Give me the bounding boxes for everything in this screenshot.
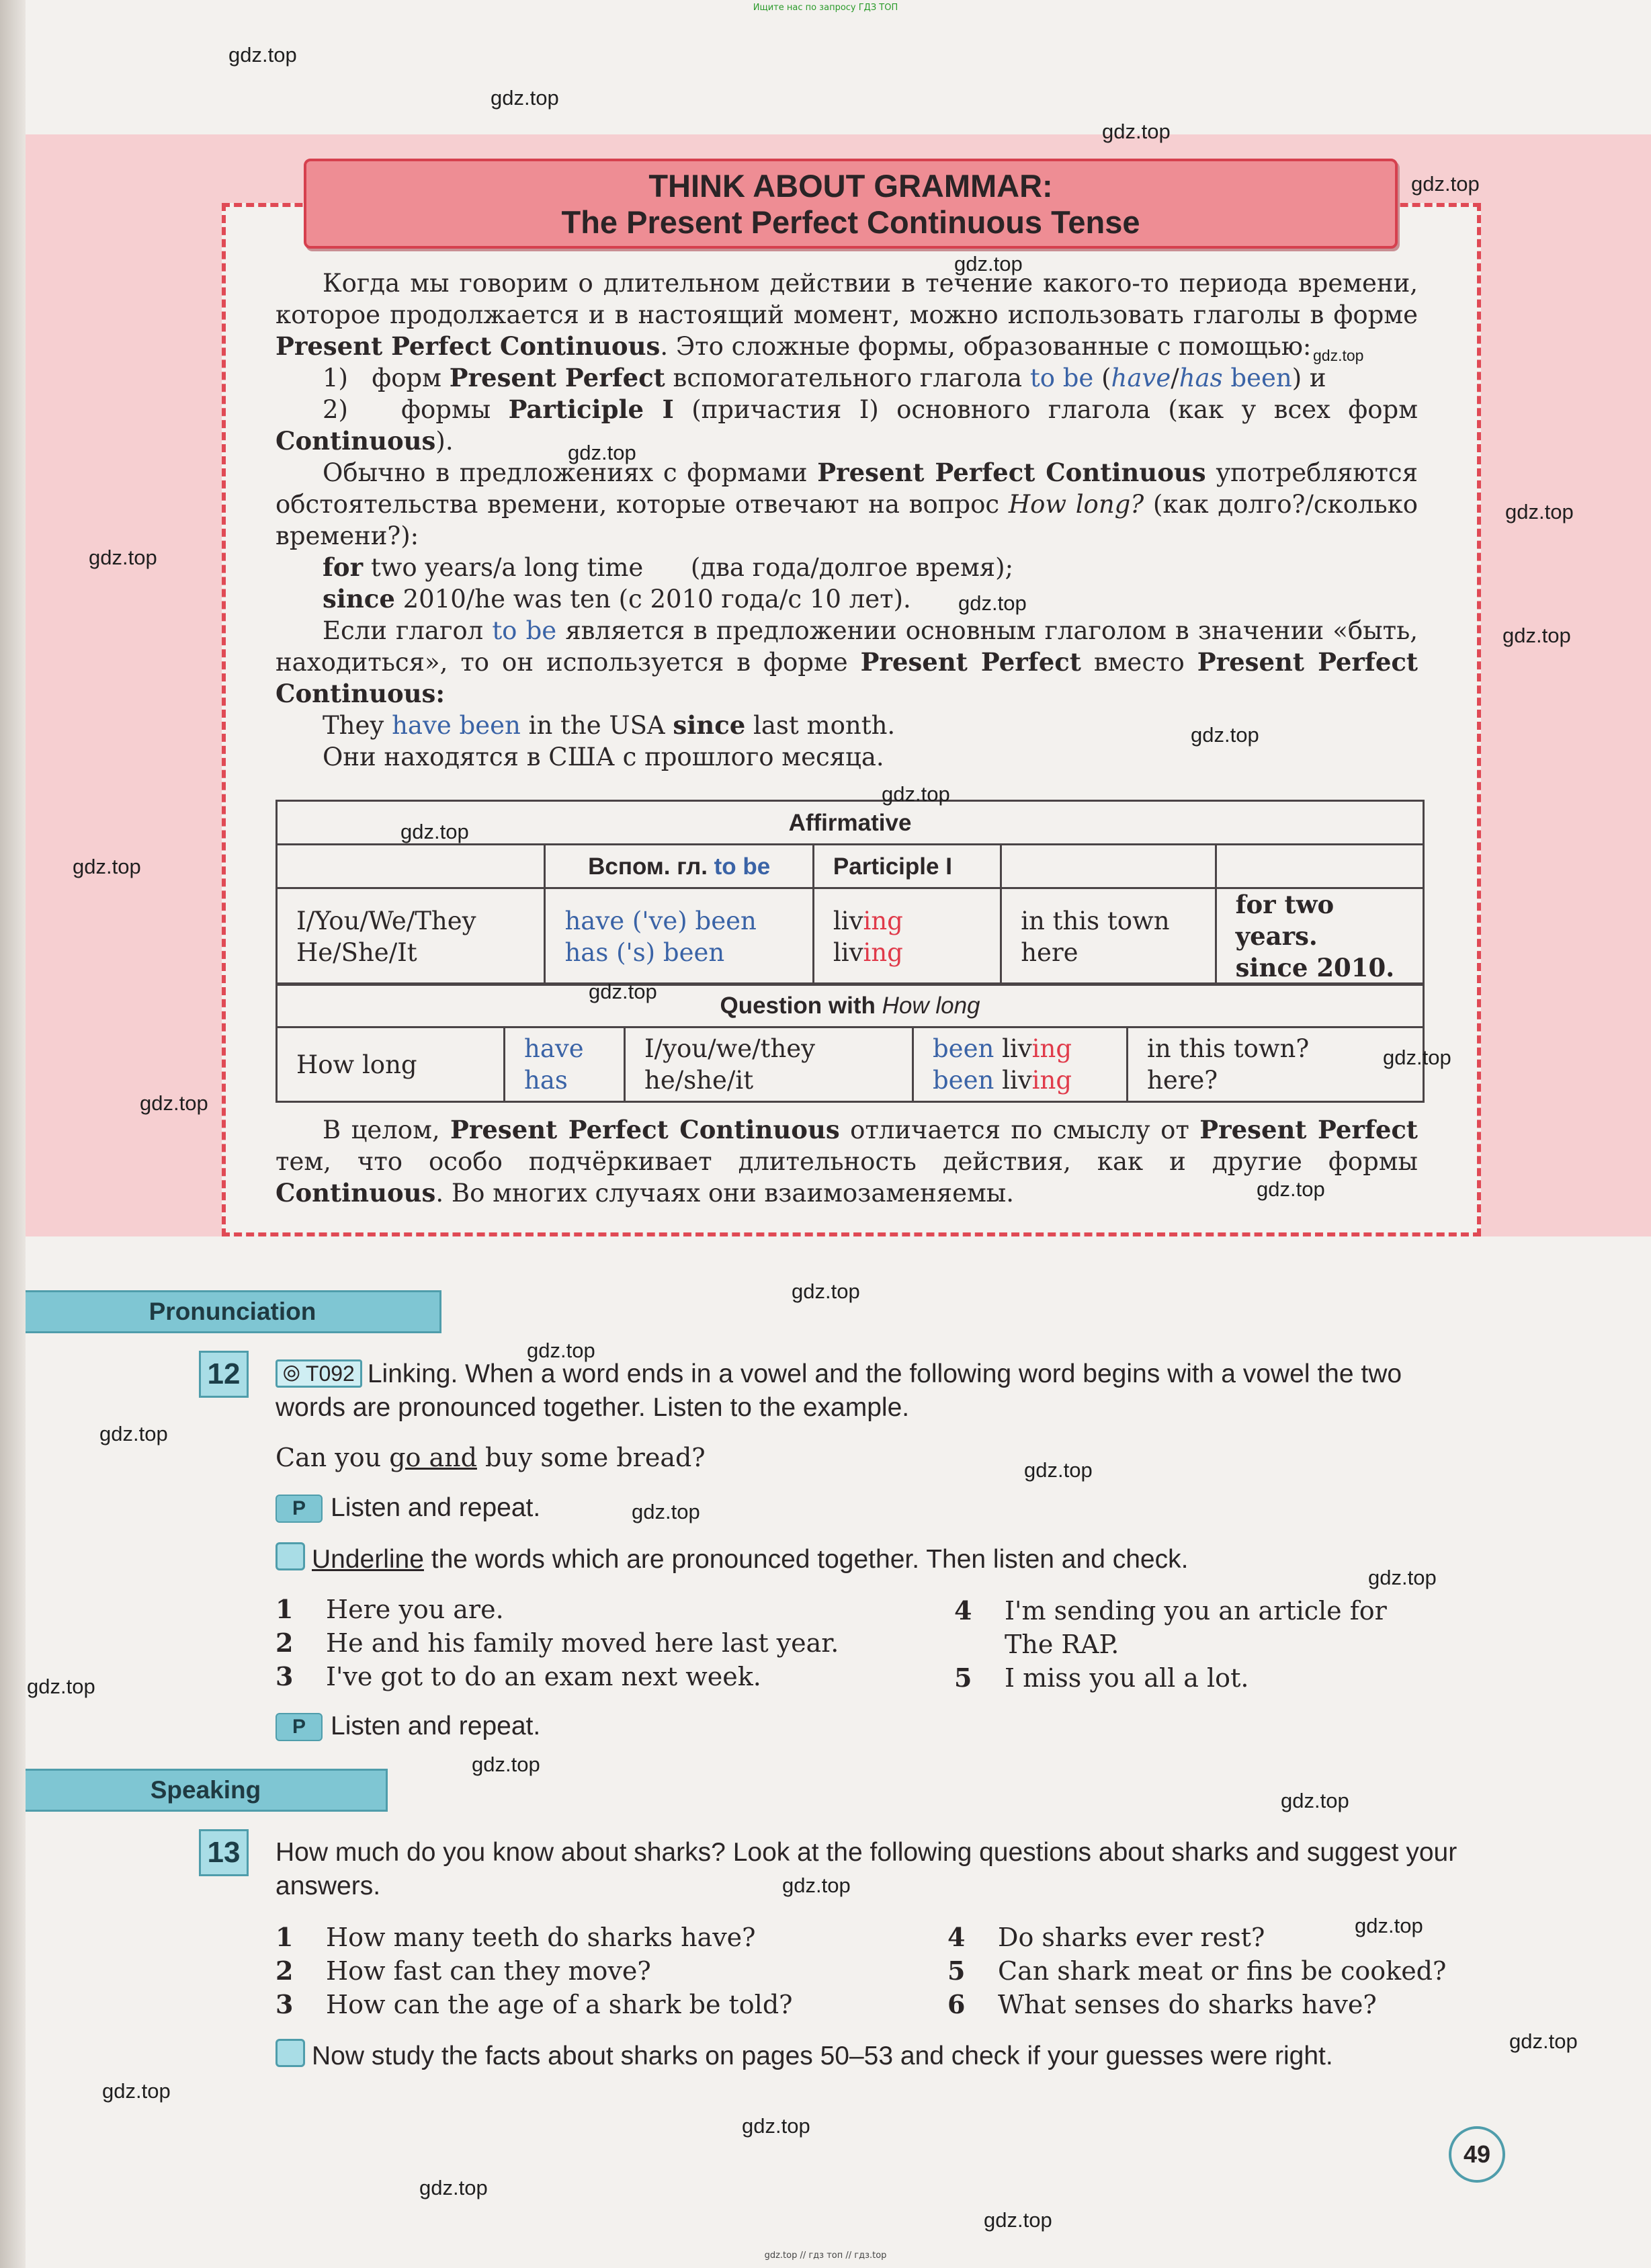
watermark: gdz.top [1383, 1046, 1451, 1069]
empty-header-cell [1216, 845, 1423, 888]
watermark: gdz.top [882, 782, 950, 806]
watermark: gdz.top [1368, 1566, 1437, 1589]
empty-header-cell [277, 845, 545, 888]
watermark: gdz.top [102, 2079, 171, 2103]
grammar-title-line1: THINK ABOUT GRAMMAR: [648, 168, 1053, 204]
watermark: gdz.top [491, 86, 559, 110]
watermark: gdz.top [400, 820, 469, 843]
list-item: 5 Can shark meat or fins be cooked? [947, 1956, 1447, 1986]
speaking-section-header: Speaking [26, 1769, 388, 1812]
grammar-para-4: В целом, Present Perfect Continuous отличается по смыслу от Present Perfect тем, что особо подчёркивает длительность действия, как и другие формы Continuous. Во многих случаях они взаимозаменяемы. [276, 1115, 1418, 1208]
watermark: gdz.top [1102, 120, 1171, 143]
list-item: 1 Here you are. [276, 1594, 504, 1624]
list-item: The RAP. [1005, 1630, 1119, 1659]
empty-header-cell [1001, 845, 1216, 888]
watermark: gdz.top [73, 855, 141, 878]
participle-cell: living living [813, 888, 1001, 985]
question-participle-cell: been living been living [913, 1027, 1128, 1102]
watermark: gdz.top [792, 1279, 860, 1303]
watermark: gdz.top [527, 1339, 595, 1362]
underline-task: Underline the words which are pronounced together. Then listen and check. [276, 1542, 1188, 1577]
list-item: 1 How many teeth do sharks have? [276, 1922, 756, 1952]
book-binding [0, 0, 26, 2268]
watermark: gdz.top [27, 1675, 95, 1698]
bottom-note: gdz.top // гдз топ // гдз.top [764, 2251, 887, 2261]
watermark: gdz.top [1191, 723, 1259, 747]
grammar-para-1: Когда мы говорим о длительном действии в течение какого-то периода времени, которое продолжается и в настоящий момент, можно использовать глаголы в форме Present Perfect Continuous. Это сложные формы, образованные с помощью: [276, 269, 1418, 361]
watermark: gdz.top [1024, 1458, 1093, 1482]
list-item: 2 He and his family moved here last year. [276, 1628, 839, 1658]
list-item: 3 I've got to do an exam next week. [276, 1661, 761, 1691]
question-subject-cell: I/you/we/they he/she/it [625, 1027, 913, 1102]
list-item: 5 I miss you all a lot. [954, 1663, 1249, 1693]
grammar-para-2: Обычно в предложениях с формами Present Perfect Continuous употребляются обстоятельства времени, которые отвечают на вопрос How long? (как долго?/сколько времени?): [276, 458, 1419, 550]
place-cell: in this town here [1001, 888, 1216, 985]
watermark: gdz.top [228, 43, 297, 67]
watermark: gdz.top [589, 980, 657, 1003]
grammar-example-translation: Они находятся в США с прошлого месяца. [323, 743, 884, 771]
watermark: gdz.top [984, 2208, 1052, 2232]
grammar-text [276, 267, 1418, 773]
watermark: gdz.top [958, 591, 1027, 615]
grammar-example-usa: They have been in the USA since last month. [323, 710, 896, 740]
time-cell: for two years. since 2010. [1216, 888, 1423, 985]
exercise-12-instructions: ⦾ T092 Linking. When a word ends in a vowel and the following word begins with a vowel the two words are pronounced together. Listen to the example. [276, 1359, 1402, 1422]
watermark: gdz.top [1411, 172, 1480, 196]
watermark: gdz.top [1509, 2029, 1578, 2053]
list-item: 4 Do sharks ever rest? [947, 1922, 1265, 1952]
grammar-example-since: since 2010/he was ten (с 2010 года/с 10 лет). [323, 584, 911, 614]
task-square-icon [276, 2039, 305, 2067]
aux-column-header: Вспом. гл. to be [545, 845, 813, 888]
exercise-13-number: 13 [199, 1829, 249, 1876]
listen-repeat-1: P Listen and repeat. [276, 1491, 540, 1525]
top-note: Ищите нас по запросу ГДЗ ТОП [753, 3, 898, 13]
watermark: gdz.top [419, 2176, 488, 2199]
pronunciation-section-header: Pronunciation [26, 1290, 441, 1333]
watermark: gdz.top [568, 441, 636, 464]
grammar-title [304, 159, 1398, 249]
watermark: gdz.top [1355, 1914, 1423, 1937]
watermark: gdz.top [1281, 1789, 1349, 1812]
how-long-cell: How long [277, 1027, 505, 1102]
list-item: 2 How fast can they move? [276, 1956, 651, 1986]
question-aux-cell: have has [505, 1027, 625, 1102]
pair-work-icon: P [276, 1713, 323, 1741]
watermark: gdz.top [1257, 1177, 1325, 1201]
question-table [276, 982, 1425, 1103]
grammar-conclusion [276, 1114, 1418, 1209]
pair-work-icon: P [276, 1495, 323, 1523]
grammar-item-2: 2) формы Participle I (причастия I) основного глагола (как у всех форм Continuous). [276, 394, 1418, 456]
watermark: gdz.top [782, 1874, 851, 1897]
participle-column-header: Participle I [813, 845, 1001, 888]
affirmative-table-title: Affirmative [277, 801, 1424, 845]
watermark: gdz.top [99, 1422, 168, 1445]
watermark: gdz.top [632, 1500, 700, 1523]
watermark: gdz.top [954, 252, 1023, 276]
aux-cell: have ('ve) been has ('s) been [545, 888, 813, 985]
study-facts-task: Now study the facts about sharks on pages 50–53 and check if your guesses were right. [276, 2039, 1519, 2073]
linking-example: Can you go and buy some bread? [276, 1443, 706, 1472]
watermark: gdz.top [89, 546, 157, 569]
list-item: 4 I'm sending you an article for [954, 1595, 1387, 1626]
watermark: gdz.top [140, 1091, 208, 1115]
page-number: 49 [1449, 2126, 1505, 2183]
watermark: gdz.top [1502, 624, 1571, 647]
grammar-para-3: Если глагол to be является в предложении основным глаголом в значении «быть, находиться», то он используется в форме Present Perfect вместо Present Perfect Continuous: [276, 616, 1419, 708]
task-square-icon [276, 1542, 305, 1570]
list-item: 3 How can the age of a shark be told? [276, 1989, 793, 2019]
grammar-title-line2: The Present Perfect Continuous Tense [561, 204, 1140, 240]
listen-repeat-2: P Listen and repeat. [276, 1710, 540, 1743]
question-place-cell: in this town? here? [1128, 1027, 1424, 1102]
exercise-13-instructions: How much do you know about sharks? Look at the following questions about sharks and suggest your answers. [276, 1838, 1457, 1900]
question-table-title: Question with How long [277, 984, 1424, 1027]
grammar-item-1: 1) форм Present Perfect вспомогательного глагола to be (have/has been) и [323, 363, 1326, 392]
watermark: gdz.top [742, 2114, 810, 2138]
list-item: 6 What senses do sharks have? [947, 1989, 1377, 2019]
watermark: gdz.top [1313, 347, 1364, 364]
audio-track-tag[interactable]: ⦾ T092 [276, 1359, 362, 1388]
subject-cell: I/You/We/They He/She/It [277, 888, 545, 985]
watermark: gdz.top [1505, 500, 1574, 523]
watermark: gdz.top [472, 1753, 540, 1776]
grammar-example-for: for two years/a long time (два года/долгое время); [323, 552, 1014, 582]
exercise-12-number: 12 [199, 1351, 249, 1398]
